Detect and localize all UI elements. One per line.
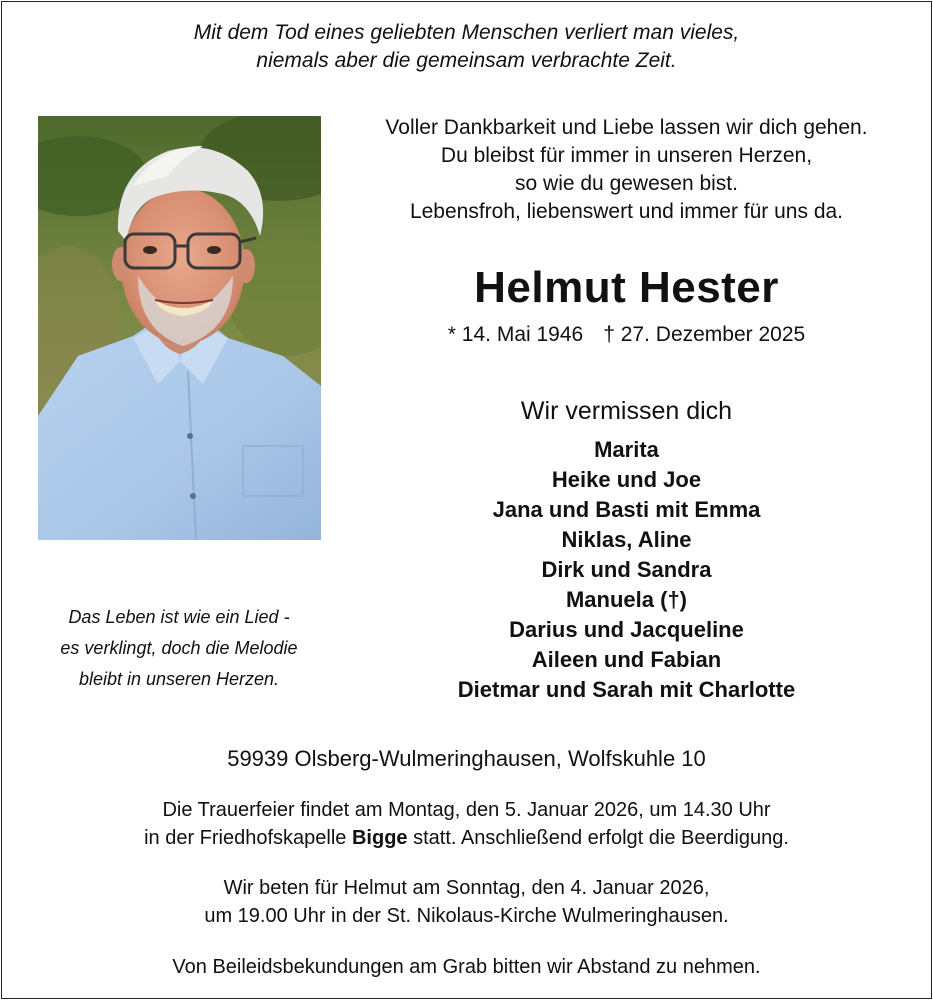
mourner-name: Marita xyxy=(594,437,659,462)
verse-line: Lebensfroh, liebenswert und immer für uns da. xyxy=(409,200,844,223)
mourner-name: Dietmar und Sarah mit Charlotte xyxy=(457,677,796,702)
life-dates xyxy=(340,321,913,349)
service-line-2 xyxy=(0,824,933,852)
mourner-name: Darius und Jacqueline xyxy=(509,617,744,642)
opening-motto xyxy=(0,19,933,75)
motto-line-1: Mit dem Tod eines geliebten Menschen verliert man vieles, xyxy=(193,21,740,44)
chapel-location: Bigge xyxy=(351,827,408,849)
prayer-line-2: um 19.00 Uhr in der St. Nikolaus-Kirche Wulmeringhausen. xyxy=(204,905,729,927)
service-line-2-post: statt. Anschließend erfolgt die Beerdigung. xyxy=(407,827,789,849)
verse-line: Du bleibst für immer in unseren Herzen, xyxy=(440,144,813,167)
funeral-service-info xyxy=(0,796,933,852)
prayer-line-1: Wir beten für Helmut am Sonntag, den 4. Januar 2026, xyxy=(223,877,710,899)
portrait-photo xyxy=(38,116,321,540)
death-date: † 27. Dezember 2025 xyxy=(603,323,806,346)
mourners-list xyxy=(340,435,913,705)
quote-line: Das Leben ist wie ein Lied - xyxy=(68,607,290,627)
condolences-note: Von Beileidsbekundungen am Grab bitten wir Abstand zu nehmen. xyxy=(172,956,761,978)
quote-line: es verklingt, doch die Melodie xyxy=(60,638,298,658)
prayer-service-info xyxy=(0,874,933,930)
verse-line: so wie du gewesen bist. xyxy=(515,172,738,195)
mourner-name: Aileen und Fabian xyxy=(531,647,722,672)
portrait-illustration xyxy=(38,116,321,540)
verse xyxy=(340,114,913,226)
mourner-name: Niklas, Aline xyxy=(561,527,692,552)
quote-line: bleibt in unseren Herzen. xyxy=(78,669,280,689)
mourner-name: Dirk und Sandra xyxy=(541,557,712,582)
birth-date: * 14. Mai 1946 xyxy=(447,323,584,346)
service-line-2-pre: in der Friedhofskapelle xyxy=(144,827,352,849)
service-line-1: Die Trauerfeier findet am Montag, den 5. Januar 2026, um 14.30 Uhr xyxy=(162,799,771,821)
verse-line: Voller Dankbarkeit und Liebe lassen wir dich gehen. xyxy=(385,116,868,139)
deceased-name: Helmut Hester xyxy=(474,263,779,312)
mourners-heading: Wir vermissen dich xyxy=(520,397,733,425)
mourner-name: Manuela (†) xyxy=(565,587,688,612)
life-quote xyxy=(22,602,336,695)
motto-line-2: niemals aber die gemeinsam verbrachte Zeit. xyxy=(256,49,677,72)
mourner-name: Heike und Joe xyxy=(551,467,702,492)
family-address: 59939 Olsberg-Wulmeringhausen, Wolfskuhle 10 xyxy=(227,746,706,771)
mourner-name: Jana und Basti mit Emma xyxy=(492,497,761,522)
